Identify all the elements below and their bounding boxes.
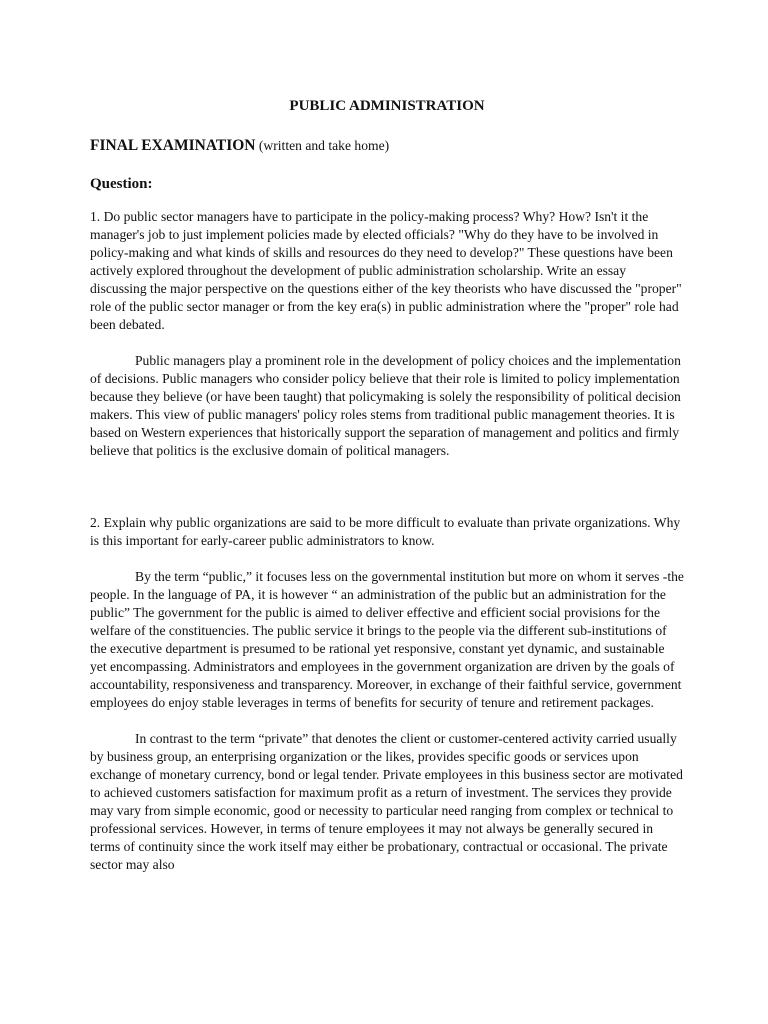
question-1-text: 1. Do public sector managers have to participate in the policy-making process? Why? How? Isn't it the manager's job to just implement policies made by elected officials? "Why do they have to be involved in policy-making and what kinds of skills and resources do they need to develop?" These questions have been actively explored throughout the development of public administration scholarship. Write an essay discussing the major perspective on the questions either of the key theorists who have discussed the "proper" role of the public sector manager or from the key era(s) in public administration where the "proper" role had been debated.	[90, 209, 682, 332]
document-title: PUBLIC ADMINISTRATION	[289, 98, 485, 114]
question-2-text: 2. Explain why public organizations are said to be more difficult to evaluate than private organizations. Why is this important for early-career public administrators to know.	[90, 515, 681, 548]
section-spacer	[90, 478, 684, 514]
exam-heading-note: (written and take home)	[258, 138, 390, 153]
exam-heading	[90, 136, 684, 156]
answer-1-paragraph: Public managers play a prominent role in the development of policy choices and the implementation of decisions. Public managers who consider policy believe that their role is limited to policy implementation because they believe (or have been taught) that policymaking is solely the responsibility of political decision makers. This view of public managers' policy roles stems from traditional public management theories. It is based on Western experiences that historically support the separation of management and politics and firmly believe that politics is the exclusive domain of political managers.	[90, 353, 681, 458]
question-heading: Question:	[90, 176, 153, 192]
exam-heading-title: FINAL EXAMINATION	[90, 137, 256, 154]
answer-2-paragraph-1: By the term “public,” it focuses less on the governmental institution but more on whom it serves -the people. In the language of PA, it is however “ an administration of the public but an administration for the public” The government for the public is aimed to deliver effective and efficient social provisions for the welfare of the constituencies. The public service it brings to the people via the different sub-institutions of the executive department is presumed to be rational yet responsive, constant yet dynamic, and sustainable yet encompassing. Administrators and employees in the government organization are driven by the goals of accountability, responsiveness and transparency. Moreover, in exchange of their faithful service, government employees do enjoy stable leverages in terms of benefits for security of tenure and retirement packages.	[90, 569, 684, 710]
answer-2-paragraph-2: In contrast to the term “private” that denotes the client or customer-centered activity carried usually by business group, an enterprising organization or the likes, provides specific goods or services upon exchange of monetary currency, bond or legal tender. Private employees in this business sector are motivated to achieved customers satisfaction for maximum profit as a return of investment. The services they provide may vary from simple economic, good or necessity to particular need ranging from complex or technical to professional services. However, in terms of tenure employees it may not always be generally secured in terms of continuity since the work itself may either be probationary, contractual or occasional. The private sector may also	[90, 731, 683, 872]
